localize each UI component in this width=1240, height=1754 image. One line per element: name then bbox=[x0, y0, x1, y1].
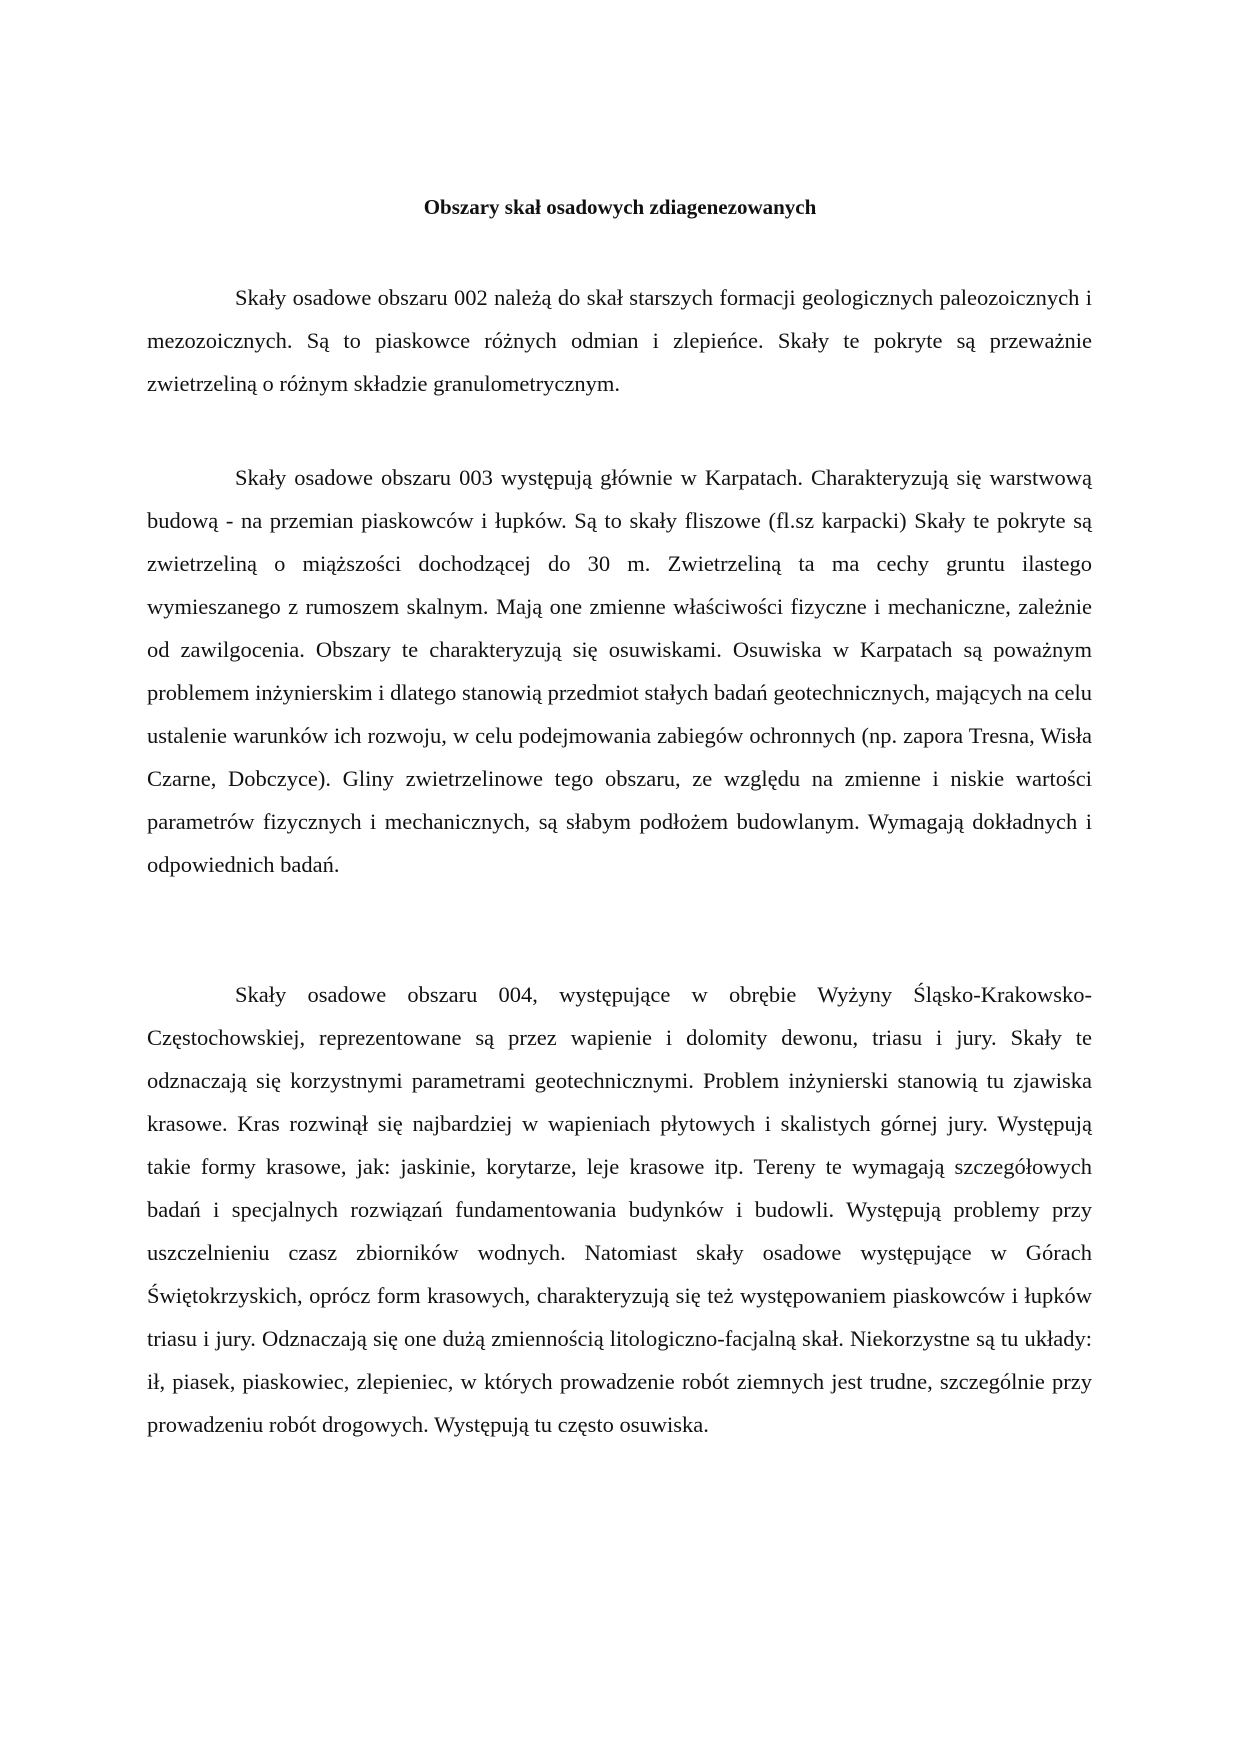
paragraph-area-002: Skały osadowe obszaru 002 należą do skał starszych formacji geologicznych paleozoicznych i mezozoicznych. Są to piaskowce różnych odmian i zlepieńce. Skały te pokryte są przeważnie zwietrzeliną o różnym składzie granulometrycznym. bbox=[147, 285, 1092, 396]
paragraph-area-003: Skały osadowe obszaru 003 występują głównie w Karpatach. Charakteryzują się warstwową budową - na przemian piaskowców i łupków. Są to skały fliszowe (fl.sz karpacki) Skały te pokryte są zwietrzeliną o miąższości dochodzącej do 30 m. Zwietrzeliną ta ma cechy gruntu ilastego wymieszanego z rumoszem skalnym. Mają one zmienne właściwości fizyczne i mechaniczne, zależnie od zawilgocenia. Obszary te charakteryzują się osuwiskami. Osuwiska w Karpatach są poważnym problemem inżynierskim i dlatego stanowią przedmiot stałych badań geotechnicznych, mających na celu ustalenie warunków ich rozwoju, w celu podejmowania zabiegów ochronnych (np. zapora Tresna, Wisła Czarne, Dobczyce). Gliny zwietrzelinowe tego obszaru, ze względu na zmienne i niskie wartości parametrów fizycznych i mechanicznych, są słabym podłożem budowlanym. Wymagają dokładnych i odpowiednich badań. bbox=[147, 465, 1092, 877]
paragraph-area-004: Skały osadowe obszaru 004, występujące w obrębie Wyżyny Śląsko-Krakowsko-Częstochowskiej, reprezentowane są przez wapienie i dolomity dewonu, triasu i jury. Skały te odznaczają się korzystnymi parametrami geotechnicznymi. Problem inżynierski stanowią tu zjawiska krasowe. Kras rozwinął się najbardziej w wapieniach płytowych i skalistych górnej jury. Występują takie formy krasowe, jak: jaskinie, korytarze, leje krasowe itp. Tereny te wymagają szczegółowych badań i specjalnych rozwiązań fundamentowania budynków i budowli. Występują problemy przy uszczelnieniu czasz zbiorników wodnych. Natomiast skały osadowe występujące w Górach Świętokrzyskich, oprócz form krasowych, charakteryzują się też występowaniem piaskowców i łupków triasu i jury. Odznaczają się one dużą zmiennością litologiczno-facjalną skał. Niekorzystne są tu układy: ił, piasek, piaskowiec, zlepieniec, w których prowadzenie robót ziemnych jest trudne, szczególnie przy prowadzeniu robót drogowych. Występują tu często osuwiska. bbox=[147, 982, 1092, 1437]
document-title: Obszary skał osadowych zdiagenezowanych bbox=[423, 195, 817, 219]
